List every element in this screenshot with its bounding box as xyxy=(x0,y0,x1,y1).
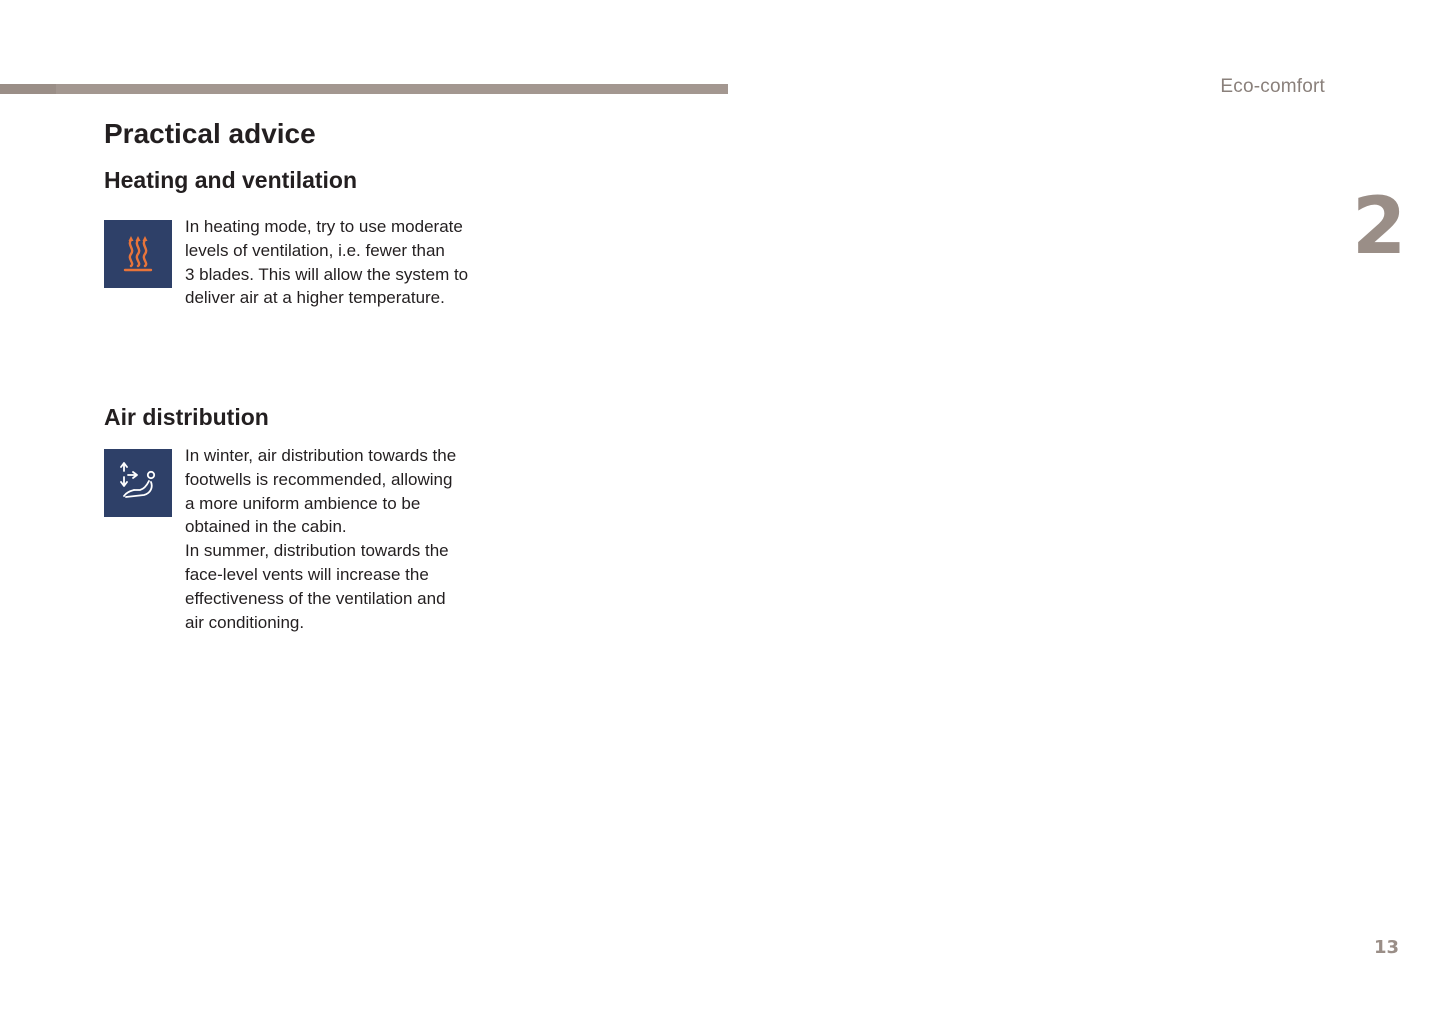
page-number: 13 xyxy=(1374,937,1400,958)
text-line: 3 blades. This will allow the system to xyxy=(185,264,469,284)
text-line: In winter, air distribution towards the xyxy=(185,446,457,465)
text-line: air conditioning. xyxy=(185,612,305,632)
chapter-number: 2 xyxy=(1352,182,1407,272)
text-line: levels of ventilation, i.e. fewer than xyxy=(185,240,445,260)
section-title-heating: Heating and ventilation xyxy=(104,167,358,193)
text-line: In summer, distribution towards the xyxy=(185,541,449,561)
heating-advice-text xyxy=(185,215,505,310)
text-line: obtained in the cabin. xyxy=(185,517,347,537)
text-line: deliver air at a higher temperature. xyxy=(185,288,445,308)
air-distribution-advice-text xyxy=(185,444,505,634)
text-line: effectiveness of the ventilation and xyxy=(185,588,446,608)
header-rule xyxy=(0,84,728,94)
text-line: a more uniform ambience to be xyxy=(185,493,421,513)
text-line: footwells is recommended, allowing xyxy=(185,469,453,489)
heating-icon xyxy=(104,220,172,288)
chapter-title: Eco-comfort xyxy=(1220,76,1325,97)
page-title: Practical advice xyxy=(104,118,316,149)
text-line: face-level vents will increase the xyxy=(185,564,429,584)
text-line: In heating mode, try to use moderate xyxy=(185,217,463,236)
header-rule-tip xyxy=(0,84,56,94)
section-title-air-distribution: Air distribution xyxy=(104,404,269,430)
air-distribution-icon xyxy=(104,449,172,517)
